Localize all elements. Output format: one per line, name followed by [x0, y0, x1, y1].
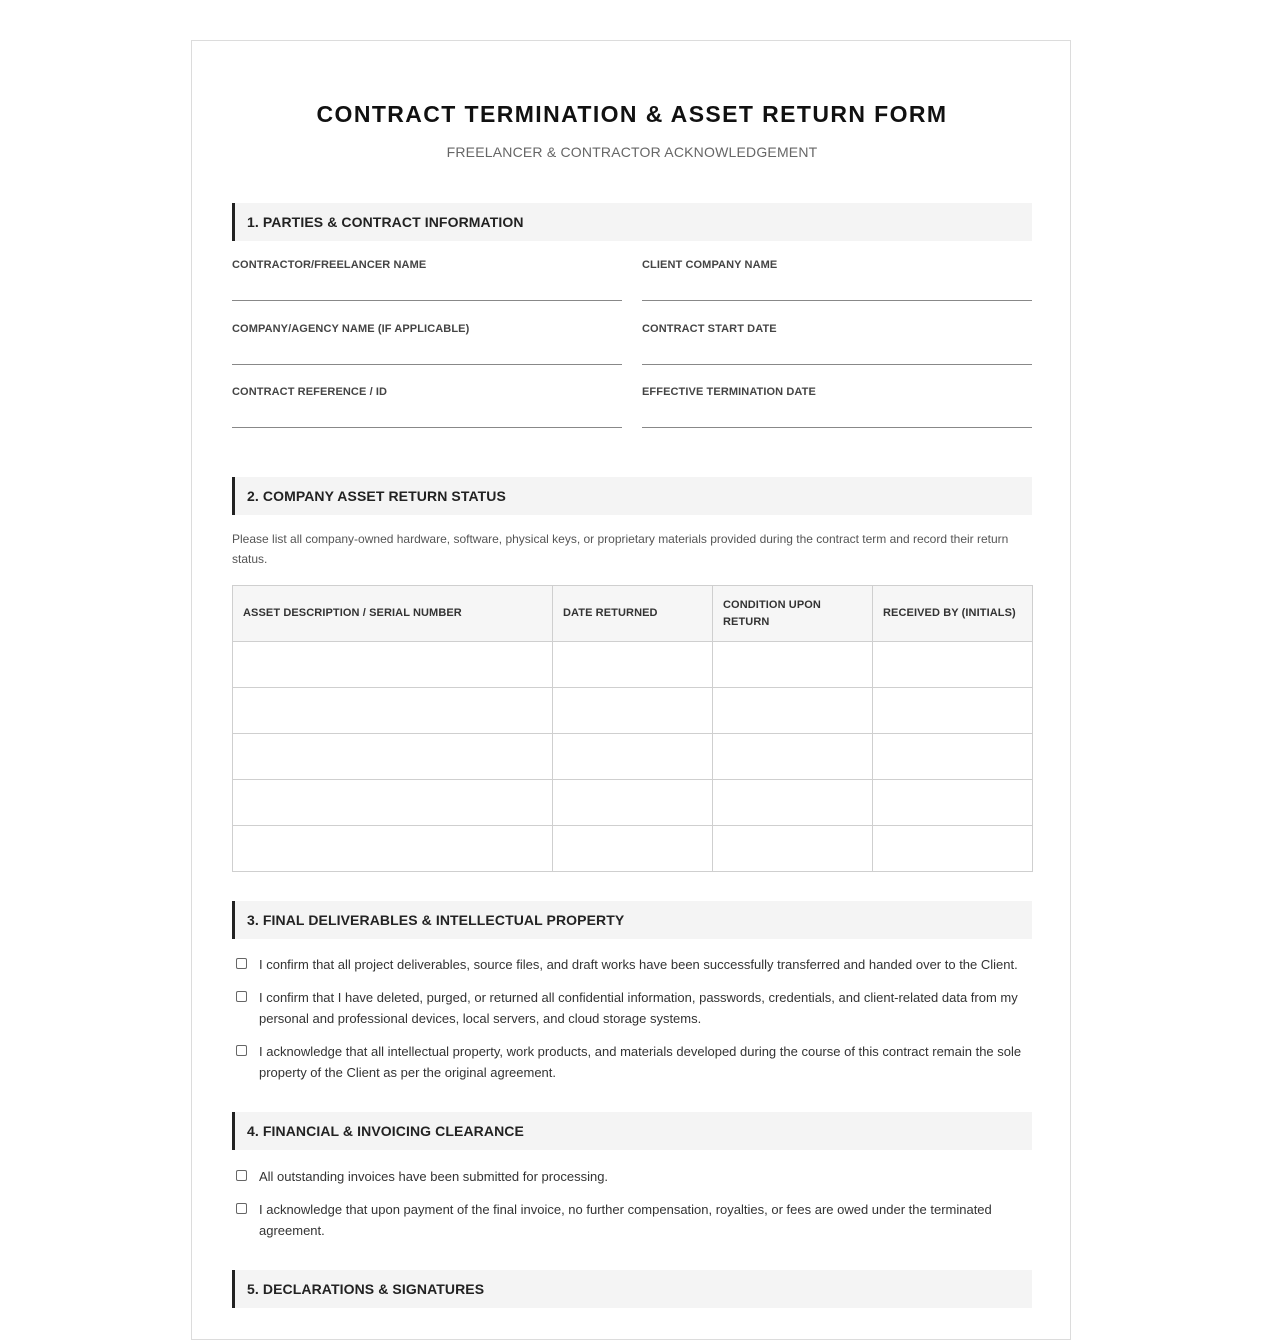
checklist-item-text: I acknowledge that upon payment of the final invoice, no further compensation, royalties, or fees are owed under the terminated agreement.	[259, 1202, 992, 1238]
contractor-name-line[interactable]	[232, 300, 622, 301]
column-header-asset-description: ASSET DESCRIPTION / SERIAL NUMBER	[233, 586, 553, 642]
form-title: CONTRACT TERMINATION & ASSET RETURN FORM	[316, 101, 948, 127]
termination-date-label: EFFECTIVE TERMINATION DATE	[642, 386, 816, 398]
table-cell[interactable]	[713, 642, 873, 688]
section-heading-assets: 2. COMPANY ASSET RETURN STATUS	[232, 477, 1032, 515]
column-header-received-by: RECEIVED BY (INITIALS)	[873, 586, 1033, 642]
contractor-name-label: CONTRACTOR/FREELANCER NAME	[232, 259, 427, 271]
table-cell[interactable]	[713, 826, 873, 872]
client-company-label: CLIENT COMPANY NAME	[642, 259, 778, 271]
client-company-field[interactable]	[642, 259, 1032, 301]
asset-instructions: Please list all company-owned hardware, software, physical keys, or proprietary materials provided during the contract term and record their return status.	[232, 532, 1009, 566]
table-row	[233, 688, 1033, 734]
termination-date-line[interactable]	[642, 427, 1032, 428]
client-company-line[interactable]	[642, 300, 1032, 301]
start-date-line[interactable]	[642, 364, 1032, 365]
checklist-item-invoices-submitted	[232, 1166, 1032, 1187]
table-cell[interactable]	[233, 780, 553, 826]
checklist-item-text: I acknowledge that all intellectual property, work products, and materials developed during the course of this contract remain the sole property of the Client as per the original agreement.	[259, 1044, 1022, 1080]
table-row	[233, 826, 1033, 872]
checklist-item-text: All outstanding invoices have been submitted for processing.	[259, 1169, 609, 1184]
checklist-item-ip-ownership	[232, 1041, 1032, 1083]
data-deleted-checkbox[interactable]	[236, 991, 247, 1002]
column-header-date-returned: DATE RETURNED	[553, 586, 713, 642]
checklist-item-no-further-compensation	[232, 1199, 1032, 1241]
table-cell[interactable]	[713, 780, 873, 826]
reference-id-field[interactable]	[232, 386, 622, 428]
table-row	[233, 780, 1033, 826]
table-cell[interactable]	[553, 688, 713, 734]
table-cell[interactable]	[553, 780, 713, 826]
section-heading-signatures: 5. DECLARATIONS & SIGNATURES	[232, 1270, 1032, 1308]
no-further-compensation-checkbox[interactable]	[236, 1203, 247, 1214]
reference-id-line[interactable]	[232, 427, 622, 428]
table-cell[interactable]	[553, 642, 713, 688]
checklist-item-text: I confirm that all project deliverables, source files, and draft works have been successfully transferred and handed over to the Client.	[259, 957, 1018, 972]
table-cell[interactable]	[873, 642, 1033, 688]
table-cell[interactable]	[873, 826, 1033, 872]
section-heading-deliverables: 3. FINAL DELIVERABLES & INTELLECTUAL PROPERTY	[232, 901, 1032, 939]
table-cell[interactable]	[233, 734, 553, 780]
reference-id-label: CONTRACT REFERENCE / ID	[232, 386, 388, 398]
table-row	[233, 642, 1033, 688]
table-header-row	[233, 586, 1033, 642]
column-header-condition: CONDITION UPON RETURN	[713, 586, 873, 642]
form-subtitle: FREELANCER & CONTRACTOR ACKNOWLEDGEMENT	[446, 144, 818, 160]
start-date-field[interactable]	[642, 323, 1032, 365]
agency-name-label: COMPANY/AGENCY NAME (IF APPLICABLE)	[232, 323, 470, 335]
table-cell[interactable]	[713, 734, 873, 780]
table-cell[interactable]	[553, 826, 713, 872]
table-cell[interactable]	[553, 734, 713, 780]
start-date-label: CONTRACT START DATE	[642, 323, 777, 335]
checklist-item-data-deleted	[232, 987, 1032, 1029]
agency-name-line[interactable]	[232, 364, 622, 365]
form-page	[191, 40, 1071, 1340]
invoices-submitted-checkbox[interactable]	[236, 1170, 247, 1181]
termination-date-field[interactable]	[642, 386, 1032, 428]
deliverables-transferred-checkbox[interactable]	[236, 958, 247, 969]
ip-ownership-checkbox[interactable]	[236, 1045, 247, 1056]
table-cell[interactable]	[873, 780, 1033, 826]
contractor-name-field[interactable]	[232, 259, 622, 301]
checklist-item-text: I confirm that I have deleted, purged, or returned all confidential information, passwords, credentials, and client-related data from my personal and professional devices, local servers, and cloud storage systems.	[259, 990, 1018, 1026]
table-cell[interactable]	[873, 688, 1033, 734]
table-cell[interactable]	[873, 734, 1033, 780]
table-cell[interactable]	[233, 826, 553, 872]
asset-return-table	[232, 585, 1033, 872]
table-row	[233, 734, 1033, 780]
table-cell[interactable]	[233, 642, 553, 688]
checklist-item-deliverables-transferred	[232, 954, 1032, 975]
table-cell[interactable]	[233, 688, 553, 734]
section-heading-financial: 4. FINANCIAL & INVOICING CLEARANCE	[232, 1112, 1032, 1150]
section-heading-parties: 1. PARTIES & CONTRACT INFORMATION	[232, 203, 1032, 241]
table-cell[interactable]	[713, 688, 873, 734]
agency-name-field[interactable]	[232, 323, 622, 365]
